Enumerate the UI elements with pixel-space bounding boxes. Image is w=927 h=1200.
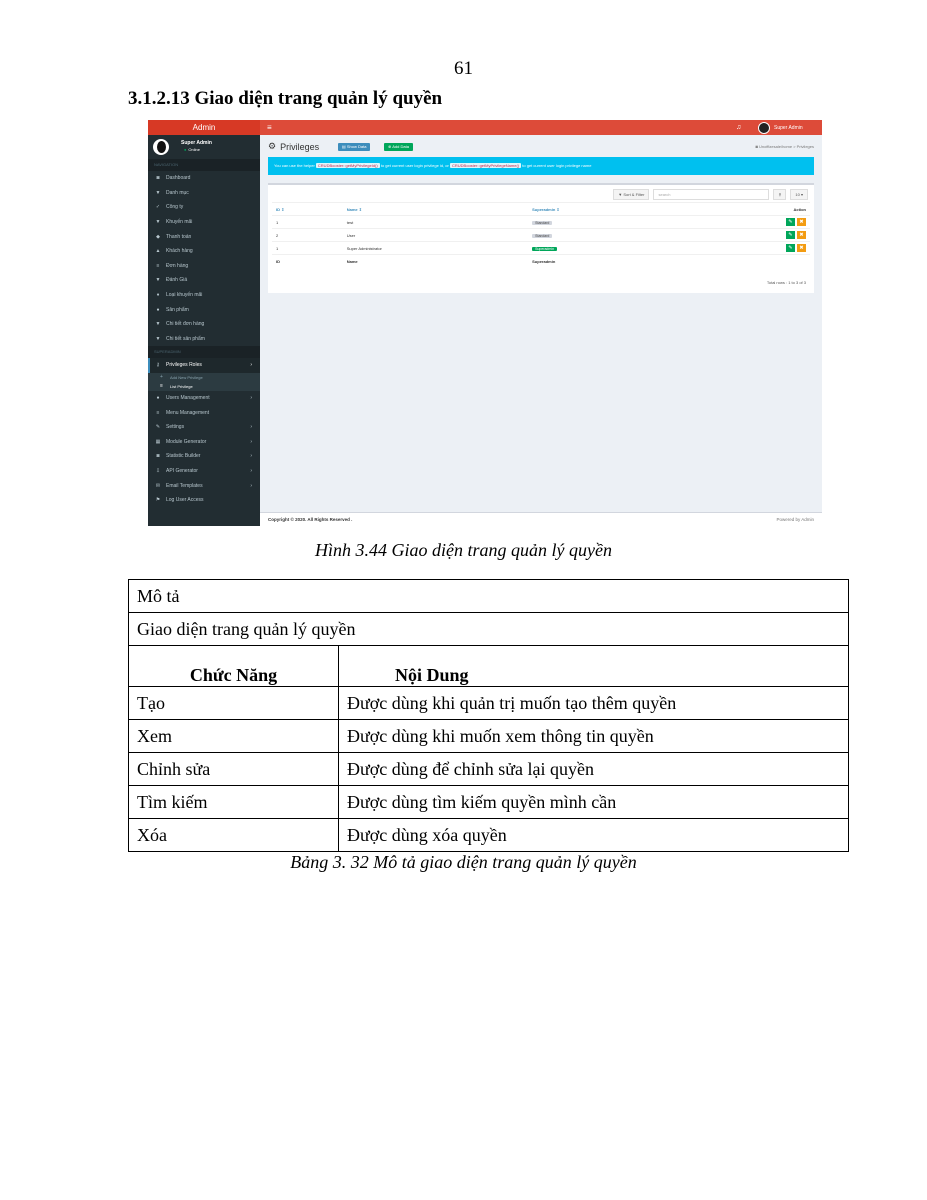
grid-icon: ▦ [155,438,161,445]
sidebar-section-navigation: NAVIGATION [148,159,260,171]
circle-icon: ● [156,306,160,313]
col-action: Action [681,203,810,216]
cell-id: 1 [272,242,343,255]
desc-content: Được dùng khi muốn xem thông tin quyền [339,720,849,753]
page-title [268,141,319,152]
desc-row [129,786,849,819]
cell-action [681,216,810,229]
col-id[interactable]: ID ⇕ [272,203,343,216]
sidebar-item-label: Users Management [166,395,210,402]
top-bar [148,120,822,135]
sidebar-item[interactable] [148,244,260,259]
sidebar-item[interactable] [148,200,260,215]
desc-function: Tìm kiếm [129,786,339,819]
flag-icon: ⚑ [155,497,161,504]
cell-superadmin [528,229,681,242]
breadcrumb: ◙ Unoffizesale/home > Privileges [755,144,814,149]
sidebar-user-name: Super Admin [181,140,212,146]
foot-action [681,255,810,268]
col-name[interactable]: Name ⇕ [343,203,528,216]
sidebar [148,135,260,526]
breadcrumb-text[interactable]: Unoffizesale/home > Privileges [759,144,814,149]
edit-button[interactable]: ✎ [786,231,795,239]
sidebar-item-label: API Generator [166,467,198,474]
search-input[interactable]: search [653,189,769,200]
show-data-button[interactable]: ▤ Show Data [338,143,370,151]
menu-icon: ≡ [156,409,160,416]
description-table [128,579,849,852]
sidebar-item-label: Khách hàng [166,248,193,255]
sidebar-item[interactable] [148,449,260,464]
sidebar-item-label: Đơn hàng [166,262,189,269]
sidebar-sub-label: List Privilege [170,383,193,389]
table-tools [613,189,808,200]
admin-screenshot [148,120,822,526]
sidebar-item[interactable] [148,435,260,450]
cell-id: 2 [272,229,343,242]
delete-button[interactable]: ✖ [797,231,806,239]
sidebar-item-label: Công ty [166,204,184,211]
sidebar-item[interactable] [148,391,260,406]
sidebar-item-label: Settings [166,424,185,431]
list-icon: ≡ [160,383,163,390]
chevron-right-icon: › [250,467,252,474]
sidebar-item[interactable] [148,302,260,317]
sidebar-item[interactable] [148,478,260,493]
sidebar-item[interactable] [148,171,260,186]
desc-content: Được dùng để chỉnh sửa lại quyền [339,753,849,786]
sidebar-item[interactable] [148,405,260,420]
filter-icon: ▼ [155,189,161,196]
delete-button[interactable]: ✖ [797,244,806,252]
callout-text: to get current user login privilege name [522,163,592,168]
sidebar-item-label: Đánh Giá [166,277,188,284]
per-page-select[interactable]: 10 ▾ [790,189,808,200]
section-heading: 3.1.2.13 Giao diện trang quản lý quyền [128,88,443,109]
sidebar-sub-label: Add New Privilege [170,374,203,380]
sidebar-item-label: Menu Management [166,409,210,416]
col-id-label: ID [276,206,280,212]
desc-content: Được dùng tìm kiếm quyền mình cần [339,786,849,819]
brand-logo[interactable]: Admin [148,120,260,135]
plus-icon: + [160,374,163,381]
desc-function: Xem [129,720,339,753]
sidebar-item-label: Statistic Builder [166,453,201,460]
add-data-label: Add Data [392,144,409,149]
sidebar-nav-list [148,171,260,346]
chevron-right-icon: › [250,395,252,402]
cell-id: 1 [272,216,343,229]
sidebar-section-superadmin: SUPERADMIN [148,346,260,358]
status-badge: Standard [532,221,552,225]
chevron-right-icon: › [250,438,252,445]
user-icon: ▲ [155,248,161,255]
total-rows: Total rows : 1 to 3 of 3 [766,280,806,285]
filter-icon: ▼ [155,321,161,328]
filter-icon: ▼ [155,335,161,342]
desc-subtitle: Giao diện trang quản lý quyền [129,613,849,646]
privileges-box [268,183,814,293]
col-superadmin-label: Superadmin [532,206,556,212]
key-icon: ⚷ [156,362,160,369]
sidebar-avatar [153,139,169,155]
chevron-right-icon: › [250,362,252,369]
table-row [272,229,810,242]
sidebar-item[interactable] [148,493,260,508]
tag-icon: ◆ [156,233,160,240]
top-user-menu[interactable] [758,122,803,133]
foot-id: ID [272,255,343,268]
table-row [272,242,810,255]
api-icon: ⇩ [155,467,161,474]
filter-icon: ▼ [155,277,161,284]
sidebar-item-label: Dashboard [166,175,191,182]
desc-header-function: Chức Năng [129,646,339,687]
sidebar-sub-list-privilege[interactable] [148,382,260,391]
sidebar-item[interactable] [148,420,260,435]
figure-caption: Hình 3.44 Giao diện trang quản lý quyền [315,540,612,560]
sidebar-item-label: Email Templates [166,482,203,489]
powered-by: Powered by Admin [776,517,814,522]
copyright: Copyright © 2020. All Rights Reserved . [268,517,353,522]
cell-name: Super Administrator [343,242,528,255]
sidebar-item-label: Thanh toán [166,233,192,240]
cell-superadmin [528,216,681,229]
gift-icon: ♦ [156,292,160,299]
bell-icon[interactable]: ♫ [736,124,742,131]
sidebar-user-panel [148,135,260,159]
app-footer [260,512,822,526]
sidebar-item[interactable] [148,259,260,274]
edit-button[interactable]: ✎ [786,218,795,226]
sidebar-item[interactable] [148,229,260,244]
callout-code: CRUDBooster::getMyPrivilegeId() [317,163,378,168]
edit-button[interactable]: ✎ [786,244,795,252]
callout-code: CRUDBooster::getMyPrivilegeName() [452,163,520,168]
desc-content: Được dùng khi quản trị muốn tạo thêm quyền [339,687,849,720]
sort-filter-label: Sort & Filter [623,192,645,197]
sidebar-item[interactable] [148,464,260,479]
cell-name: User [343,229,528,242]
sidebar-item-label: Chi tiết sản phẩm [166,335,205,342]
callout-text: You can use the helper [274,163,315,168]
helper-callout [268,157,814,175]
sidebar-item-label: Privileges Roles [166,362,202,369]
page-number: 61 [454,58,473,79]
search-icon[interactable]: ⚲ [773,189,786,200]
desc-function: Chỉnh sửa [129,753,339,786]
desc-function: Xóa [129,819,339,852]
page-title-text: Privileges [280,141,320,152]
sidebar-admin-list [148,391,260,508]
table-row [272,216,810,229]
desc-title: Mô tả [129,580,849,613]
show-data-label: Show Data [346,144,367,149]
delete-button[interactable]: ✖ [797,218,806,226]
sidebar-item-label: Chi tiết đơn hàng [166,321,205,328]
desc-row [129,753,849,786]
desc-row [129,687,849,720]
sidebar-item-label: Sản phẩm [166,306,189,313]
sidebar-item[interactable] [148,332,260,347]
dashboard-icon: ◙ [156,175,160,182]
sidebar-item[interactable] [148,317,260,332]
foot-name: Name [343,255,528,268]
sidebar-item-privileges-roles[interactable] [148,358,260,373]
chevron-right-icon: › [250,453,252,460]
per-page-value: 10 [795,192,800,197]
sidebar-item-label: Khuyến mãi [166,219,193,226]
filter-icon: ▼ [155,219,161,226]
wrench-icon: ✓ [155,204,161,211]
desc-row [129,720,849,753]
sidebar-item-label: Danh mục [166,189,189,196]
desc-function: Tạo [129,687,339,720]
col-superadmin[interactable]: Superadmin ⇕ [528,203,681,216]
callout-text: to get current user login privilege id, or [380,163,449,168]
desc-row [129,819,849,852]
sidebar-sub-add-privilege[interactable] [148,373,260,382]
add-data-button[interactable]: ⊕ Add Data [384,143,413,151]
avatar [758,122,770,134]
sidebar-user-status: ● Online [184,147,200,152]
envelope-icon: ✉ [155,482,161,489]
users-icon: ● [156,395,160,402]
top-user-name: Super Admin [774,124,803,131]
chevron-right-icon: › [250,424,252,431]
col-name-label: Name [346,206,358,212]
privileges-table [272,202,810,267]
sidebar-item-label: Log User Access [166,497,204,504]
list-icon: ≡ [156,262,160,269]
cell-action [681,242,810,255]
chevron-right-icon: › [250,482,252,489]
sidebar-item[interactable] [148,186,260,201]
status-badge: Superadmin [532,247,557,251]
hamburger-icon[interactable]: ≡ [267,123,272,132]
sidebar-item[interactable] [148,288,260,303]
table-caption: Bảng 3. 32 Mô tả giao diện trang quản lý quyền [290,852,637,872]
dashboard-icon: ◙ [156,453,160,460]
gear-icon: ⚙ [268,141,277,151]
foot-superadmin: Superadmin [528,255,681,268]
cell-name: test [343,216,528,229]
desc-header-content: Nội Dung [339,646,849,687]
wrench-icon: ✎ [155,424,161,431]
main-content [260,135,822,526]
sidebar-item[interactable] [148,215,260,230]
sidebar-item-label: Module Generator [166,438,207,445]
sort-filter-button[interactable]: ▼ Sort & Filter [613,189,649,200]
cell-superadmin [528,242,681,255]
cell-action [681,229,810,242]
sidebar-item-label: Loại khuyến mãi [166,292,203,299]
sidebar-item[interactable] [148,273,260,288]
desc-content: Được dùng xóa quyền [339,819,849,852]
status-badge: Standard [532,234,552,238]
